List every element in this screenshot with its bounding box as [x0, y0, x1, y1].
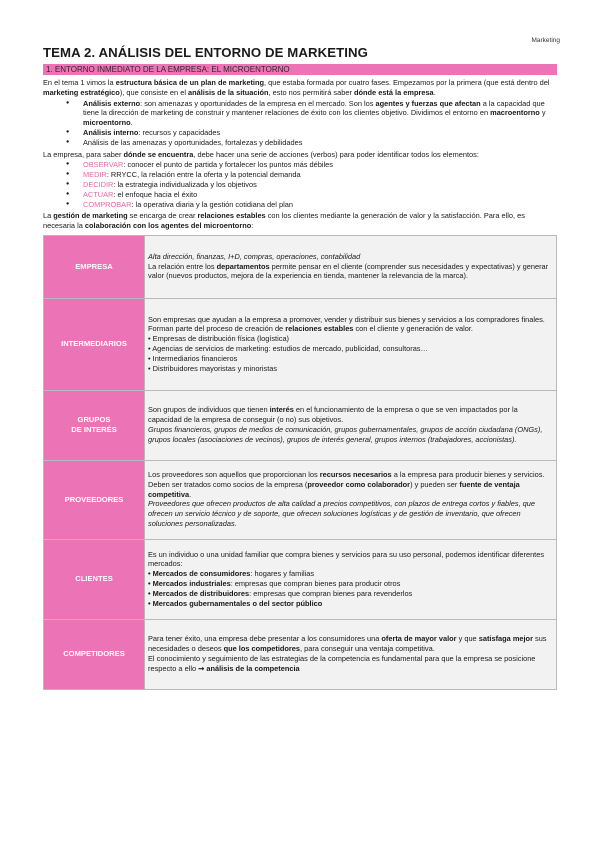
microentorno-table — [43, 235, 557, 690]
table-row — [44, 619, 557, 689]
row-content-competidores: Para tener éxito, una empresa debe presentar a los consumidores una oferta de mayor valor y que satisfaga mejor sus necesidades o deseos que los competidores, para conseguir una ventaja competitiva. El conocimiento y seguimiento de las estrategias de la competencia es fundamental para que la empresa se posicione respecto a ello ➞ análisis de la competencia — [145, 619, 557, 689]
list-item: ● Análisis de las amenazas y oportunidades, fortalezas y debilidades — [83, 138, 557, 148]
table-row — [44, 460, 557, 539]
actions-list — [43, 160, 557, 209]
actions-intro: La empresa, para saber dónde se encuentra, debe hacer una serie de acciones (verbos) para poder identificar todos los elementos: — [43, 149, 479, 159]
list-item: ● MEDIR: RRYCC, la relación entre la oferta y la potencial demanda — [83, 170, 557, 180]
list-item: ● DECIDIR: la estrategia individualizada y los objetivos — [83, 180, 557, 190]
row-label-competidores: COMPETIDORES — [44, 619, 145, 689]
page-title: TEMA 2. ANÁLISIS DEL ENTORNO DE MARKETING — [43, 45, 369, 60]
list-item: ● ACTUAR: el enfoque hacia el éxito — [83, 190, 557, 200]
row-label-clientes: CLIENTES — [44, 539, 145, 619]
row-content-proveedores: Los proveedores son aquellos que proporcionan los recursos necesarios a la empresa para producir bienes y servicios. Deben ser tratados como socios de la empresa (proveedor como colaborador) y pueden ser fuente de ventaja competitiva. Proveedores que ofrecen productos de alta calidad a precios competitivos, con plazos de entrega cortos y fiables, que ofrecen un servicio técnico y de soporte, que ofrecen soluciones logísticas y de gestión de inventario, que ofrecen soluciones personalizadas. — [145, 460, 557, 539]
row-content-intermediarios: Son empresas que ayudan a la empresa a promover, vender y distribuir sus bienes y servicios a los compradores finales. Forman parte del proceso de creación de relaciones estables con el cliente y generación de valor. • Empresas de distribución física (logística) • Agencias de servicios de marketing: estudios de mercado, publicidad, consultoras… • Intermediarios financieros • Distribuidores mayoristas y minoristas — [145, 298, 557, 390]
row-label-intermediarios: INTERMEDIARIOS — [44, 298, 145, 390]
table-row — [44, 390, 557, 460]
list-item: ● Análisis externo: son amenazas y oportunidades de la empresa en el mercado. Son los agentes y fuerzas que afectan a la capacidad que tiene la dirección de marketing de construir y mantener relaciones de éxito con los clientes objetivo. Dividimos el entorno en macroentorno y microentorno. — [83, 99, 557, 128]
intro-paragraph: En el tema 1 vimos la estructura básica de un plan de marketing, que estaba formada por cuatro fases. Empezamos por la primera (que está dentro del marketing estratégico), que consiste en el análisis de la situación, esto nos permitirá saber dónde está la empresa. — [43, 78, 550, 97]
row-label-empresa: EMPRESA — [44, 235, 145, 298]
list-item: ● Análisis interno: recursos y capacidades — [83, 128, 557, 138]
table-row — [44, 298, 557, 390]
section-heading: 1. ENTORNO INMEDIATO DE LA EMPRESA: EL MICROENTORNO — [43, 64, 557, 75]
row-label-proveedores: PROVEEDORES — [44, 460, 145, 539]
row-content-grupos: Son grupos de individuos que tienen interés en el funcionamiento de la empresa o que se ven impactados por la capacidad de la empresa de conseguir (o no) sus objetivos. Grupos financieros, grupos de medios de comunicación, grupos gubernamentales, grupos de acción ciudadana (ONGs), grupos locales (asociaciones de vecinos), grupos de interés general, grupos internos (trabajadores, accionistas). — [145, 390, 557, 460]
table-row — [44, 235, 557, 298]
table-row — [44, 539, 557, 619]
list-item: ● OBSERVAR: conocer el punto de partida y fortalecer los puntos más débiles — [83, 160, 557, 170]
document-page — [43, 45, 557, 690]
row-content-clientes: Es un individuo o una unidad familiar que compra bienes y servicios para su uso personal, podemos identificar diferentes mercados: • Mercados de consumidores: hogares y familias • Mercados industriales: empresas que compran bienes para producir otros • Mercados de distribuidores: empresas que compran bienes para revenderlos • Mercados gubernamentales o del sector público — [145, 539, 557, 619]
header-subject: Marketing — [531, 37, 560, 44]
arrow-icon: ➞ — [198, 663, 205, 673]
row-content-empresa: Alta dirección, finanzas, I+D, compras, operaciones, contabilidad La relación entre los departamentos permite pensar en el cliente (comprender sus necesidades y expectativas) y generar valor (nuevos productos, mejora de la experiencia en tienda, mantener la relevancia de la marca). — [145, 235, 557, 298]
gestion-paragraph: La gestión de marketing se encarga de crear relaciones estables con los clientes mediante la generación de valor y la satisfacción. Para ello, es necesaria la colaboración con los agentes del microentorno: — [43, 211, 525, 231]
list-item: ● COMPROBAR: la operativa diaria y la gestión cotidiana del plan — [83, 200, 557, 210]
analysis-list — [43, 99, 557, 148]
row-label-grupos-de-interes: GRUPOS DE INTERÉS — [44, 390, 145, 460]
